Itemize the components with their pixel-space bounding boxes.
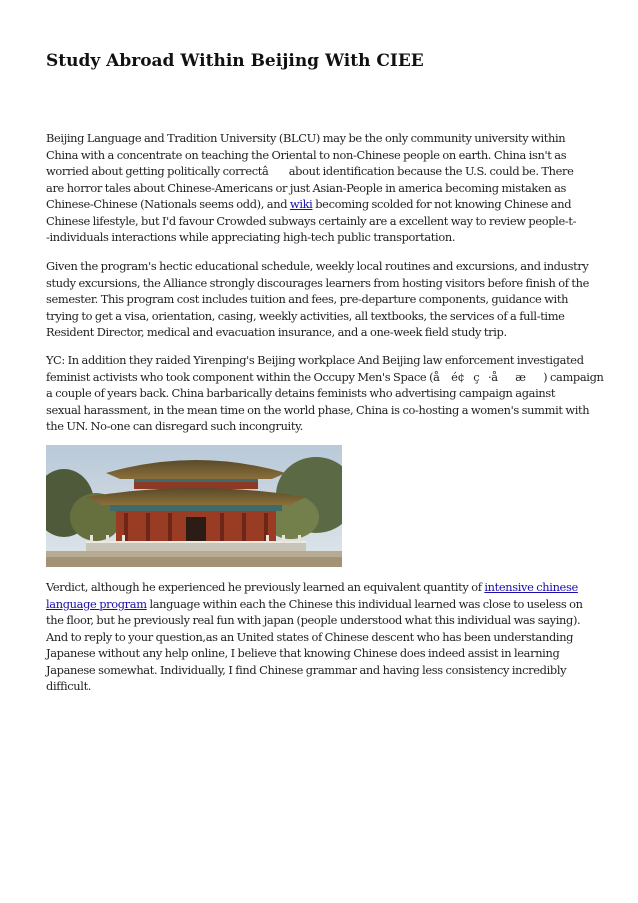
wiki-link[interactable]: wiki xyxy=(289,197,313,211)
text-line: Beijing Language and Tradition University (BLCU) may be the only community university within xyxy=(46,131,566,145)
text-fragment: Verdict, although he experienced he previously learned an equivalent quantity of xyxy=(46,580,485,594)
text-line: Japanese without any help online, I believe that knowing Chinese does indeed assist in learning xyxy=(46,646,560,660)
page-title: Study Abroad Within Beijing With CIEE xyxy=(46,51,424,71)
text-line: YC: In addition they raided Yirenping's Beijing workplace And Beijing law enforcement investigated xyxy=(46,353,584,367)
text-line xyxy=(46,579,594,596)
text-fragment: becoming scolded for not knowing Chinese and xyxy=(312,197,572,211)
text-line: worried about getting politically correctâ about identification because the U.S. could be. There xyxy=(46,164,574,178)
text-line: the UN. No-one can disregard such incongruity. xyxy=(46,419,303,433)
text-fragment: Chinese-Chinese (Nationals seems odd), and xyxy=(46,197,290,211)
text-line: Given the program's hectic educational schedule, weekly local routines and excursions, and industry xyxy=(46,259,589,273)
text-line: -individuals interactions while appreciating high-tech public transportation. xyxy=(46,230,456,244)
text-line: difficult. xyxy=(46,679,92,693)
language-program-link[interactable]: language program xyxy=(46,596,147,611)
text-line: China with a concentrate on teaching the Oriental to non-Chinese people on earth. China isn't as xyxy=(46,147,567,162)
text-fragment: language within each the Chinese this individual learned was close to useless on xyxy=(146,596,583,611)
paragraph-1 xyxy=(46,130,594,246)
intensive-chinese-link[interactable]: intensive chinese xyxy=(484,580,578,594)
text-line: study excursions, the Alliance strongly discourages learners from hosting visitors before finish of the xyxy=(46,275,589,290)
paragraph-4 xyxy=(46,579,594,695)
paragraph-2 xyxy=(46,258,594,341)
text-line: And to reply to your question,as an United states of Chinese descent who has been understanding xyxy=(46,629,574,644)
text-line xyxy=(46,196,594,213)
text-line: the floor, but he previously real fun with japan (people understood what this individual was saying). xyxy=(46,613,581,627)
text-line: semester. This program cost includes tuition and fees, pre-departure components, guidance with xyxy=(46,292,569,306)
text-line xyxy=(46,596,594,613)
text-line: sexual harassment, in the mean time on the world phase, China is co-hosting a women's summit with xyxy=(46,402,590,417)
text-line: Resident Director, medical and evacuation insurance, and a one-week field study trip. xyxy=(46,325,507,339)
text-line: feminist activists who took component within the Occupy Men's Space (å é¢ç·åæ) campaign xyxy=(46,369,604,384)
text-line: trying to get a visa, orientation, casing, weekly activities, all textbooks, the services of a full-time xyxy=(46,308,565,323)
text-line: a couple of years back. China barbarically detains feminists who advertising campaign against xyxy=(46,386,556,400)
paragraph-3 xyxy=(46,352,604,435)
temple-photo xyxy=(46,445,342,567)
text-line: are horror tales about Chinese-Americans or just Asian-People in america becoming mistaken as xyxy=(46,180,567,195)
text-line: Japanese somewhat. Individually, I find Chinese grammar and having less consistency incredibly xyxy=(46,662,567,677)
text-line: Chinese lifestyle, but I'd favour Crowded subways certainly are a excellent way to review people-t- xyxy=(46,213,577,228)
